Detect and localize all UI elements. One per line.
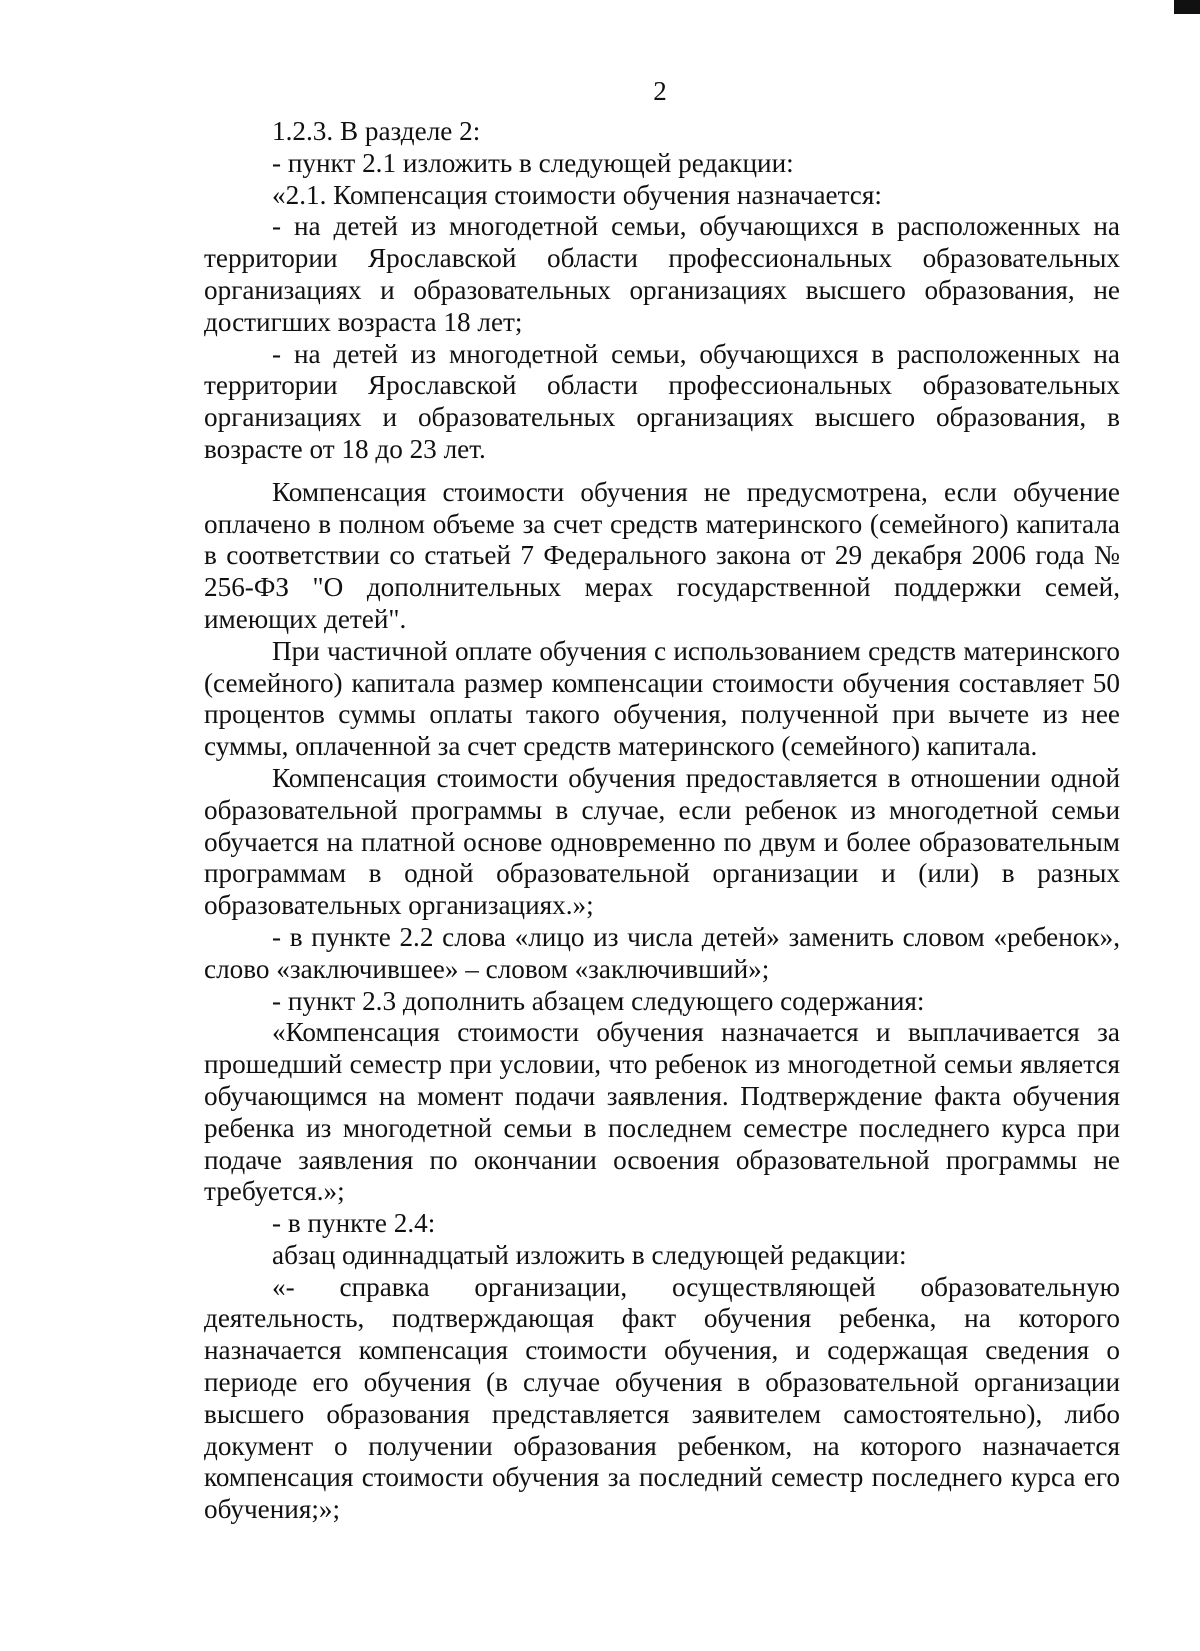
scan-corner-mark	[1174, 0, 1200, 14]
paragraph: «- справка организации, осуществляющей образовательную деятельность, подтверждающая факт обучения ребенка, на которого назначается компенсация стоимости обучения, и содержащая сведения о периоде его обучения (в случае обучения в образовательной организации высшего образования представляется заявителем самостоятельно), либо документ о получении образования ребенком, на которого назначается компенсация стоимости обучения за последний семестр последнего курса его обучения;»;	[204, 1271, 1120, 1525]
paragraph: 1.2.3. В разделе 2:	[272, 116, 481, 146]
paragraph: «2.1. Компенсация стоимости обучения назначается:	[272, 179, 882, 210]
paragraph: - пункт 2.1 изложить в следующей редакции:	[272, 147, 794, 178]
paragraph: «Компенсация стоимости обучения назначается и выплачивается за прошедший семестр при условии, что ребенок из многодетной семьи является обучающимся на момент подачи заявления. Подтверждение факта обучения ребенка из многодетной семьи в последнем семестре последнего курса при подаче заявления по окончании освоения образовательной программы не требуется.»;	[204, 1017, 1120, 1207]
document-body	[204, 116, 1120, 1526]
page-number: 2	[653, 76, 667, 106]
paragraph: Компенсация стоимости обучения предоставляется в отношении одной образовательной программы в случае, если ребенок из многодетной семьи обучается на платной основе одновременно по двум и более образовательным программам в одной образовательной организации и (или) в разных образовательных организациях.»;	[204, 762, 1120, 921]
paragraph: - в пункте 2.4:	[272, 1208, 436, 1239]
paragraph: При частичной оплате обучения с использованием средств материнского (семейного) капитала размер компенсации стоимости обучения составляет 50 процентов суммы оплаты такого обучения, полученной при вычете из нее суммы, оплаченной за счет средств материнского (семейного) капитала.	[204, 635, 1120, 762]
paragraph: - на детей из многодетной семьи, обучающихся в расположенных на территории Ярославской области профессиональных образовательных организациях и образовательных организациях высшего образования, в возрасте от 18 до 23 лет.	[204, 338, 1120, 464]
paragraph: - пункт 2.3 дополнить абзацем следующего содержания:	[272, 985, 925, 1016]
paragraph: абзац одиннадцатый изложить в следующей редакции:	[272, 1239, 907, 1270]
paragraph: - на детей из многодетной семьи, обучающихся в расположенных на территории Ярославской области профессиональных образовательных организациях и образовательных организациях высшего образования, не достигших возраста 18 лет;	[204, 211, 1120, 337]
paragraph: Компенсация стоимости обучения не предусмотрена, если обучение оплачено в полном объеме за счет средств материнского (семейного) капитала в соответствии со статьей 7 Федерального закона от 29 декабря 2006 года № 256-ФЗ "О дополнительных мерах государственной поддержки семей, имеющих детей".	[204, 476, 1120, 634]
paragraph: - в пункте 2.2 слова «лицо из числа детей» заменить словом «ребенок», слово «заключившее» – словом «заключивший»;	[204, 921, 1120, 984]
